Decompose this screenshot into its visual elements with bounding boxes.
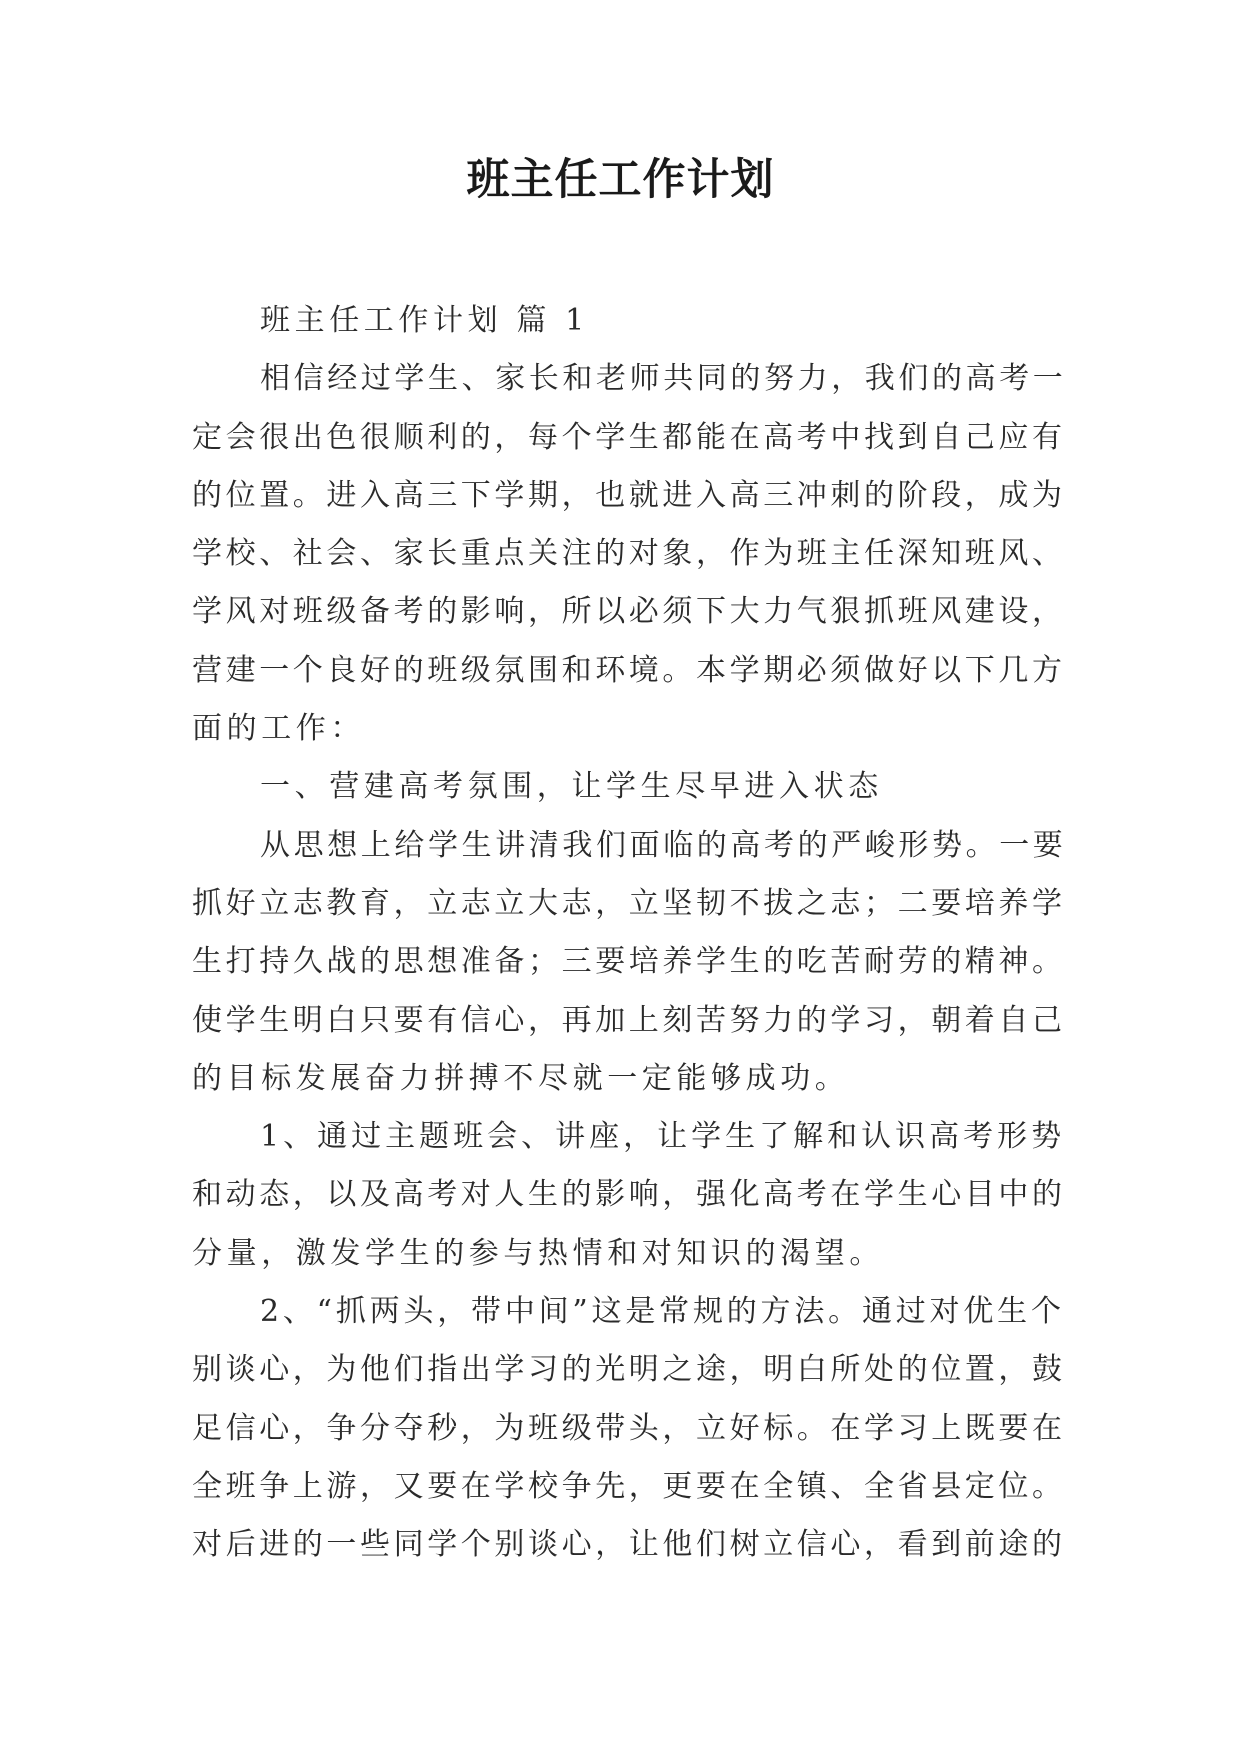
body-line: 抓好立志教育，立志立大志，立坚韧不拔之志；二要培养学 <box>192 885 1066 921</box>
body-line: 别谈心，为他们指出学习的光明之途，明白所处的位置，鼓 <box>192 1352 1066 1388</box>
document-body <box>192 292 1066 1575</box>
body-line: 2、“抓两头，带中间”这是常规的方法。通过对优生个 <box>260 1294 1065 1330</box>
body-line: 全班争上游，又要在学校争先，更要在全镇、全省县定位。 <box>192 1468 1066 1504</box>
body-line: 从思想上给学生讲清我们面临的高考的严峻形势。一要 <box>260 827 1067 863</box>
body-line: 1、通过主题班会、讲座，让学生了解和认识高考形势 <box>260 1119 1066 1155</box>
body-line: 一、营建高考氛围，让学生尽早进入状态 <box>260 769 883 805</box>
body-line: 班主任工作计划 篇 1 <box>260 303 589 338</box>
body-line: 的目标发展奋力拼搏不尽就一定能够成功。 <box>192 1060 850 1096</box>
body-line: 和动态，以及高考对人生的影响，强化高考在学生心目中的 <box>192 1177 1066 1213</box>
body-line: 营建一个良好的班级氛围和环境。本学期必须做好以下几方 <box>192 652 1066 688</box>
body-line: 足信心，争分夺秒，为班级带头，立好标。在学习上既要在 <box>192 1410 1066 1446</box>
body-line: 分量，激发学生的参与热情和对知识的渴望。 <box>192 1235 884 1271</box>
body-line: 学风对班级备考的影响，所以必须下大力气狠抓班风建设， <box>192 594 1066 630</box>
body-line: 的位置。进入高三下学期，也就进入高三冲刺的阶段，成为 <box>192 477 1066 513</box>
body-line: 相信经过学生、家长和老师共同的努力，我们的高考一 <box>260 361 1067 397</box>
body-line: 面的工作： <box>192 711 365 747</box>
body-line: 定会很出色很顺利的，每个学生都能在高考中找到自己应有 <box>192 419 1066 455</box>
body-line: 使学生明白只要有信心，再加上刻苦努力的学习，朝着自己 <box>192 1002 1066 1038</box>
body-line: 生打持久战的思想准备；三要培养学生的吃苦耐劳的精神。 <box>192 944 1066 980</box>
document-title: 班主任工作计划 <box>466 155 775 205</box>
body-line: 对后进的一些同学个别谈心，让他们树立信心，看到前途的 <box>192 1527 1066 1563</box>
body-line: 学校、社会、家长重点关注的对象，作为班主任深知班风、 <box>192 536 1066 572</box>
